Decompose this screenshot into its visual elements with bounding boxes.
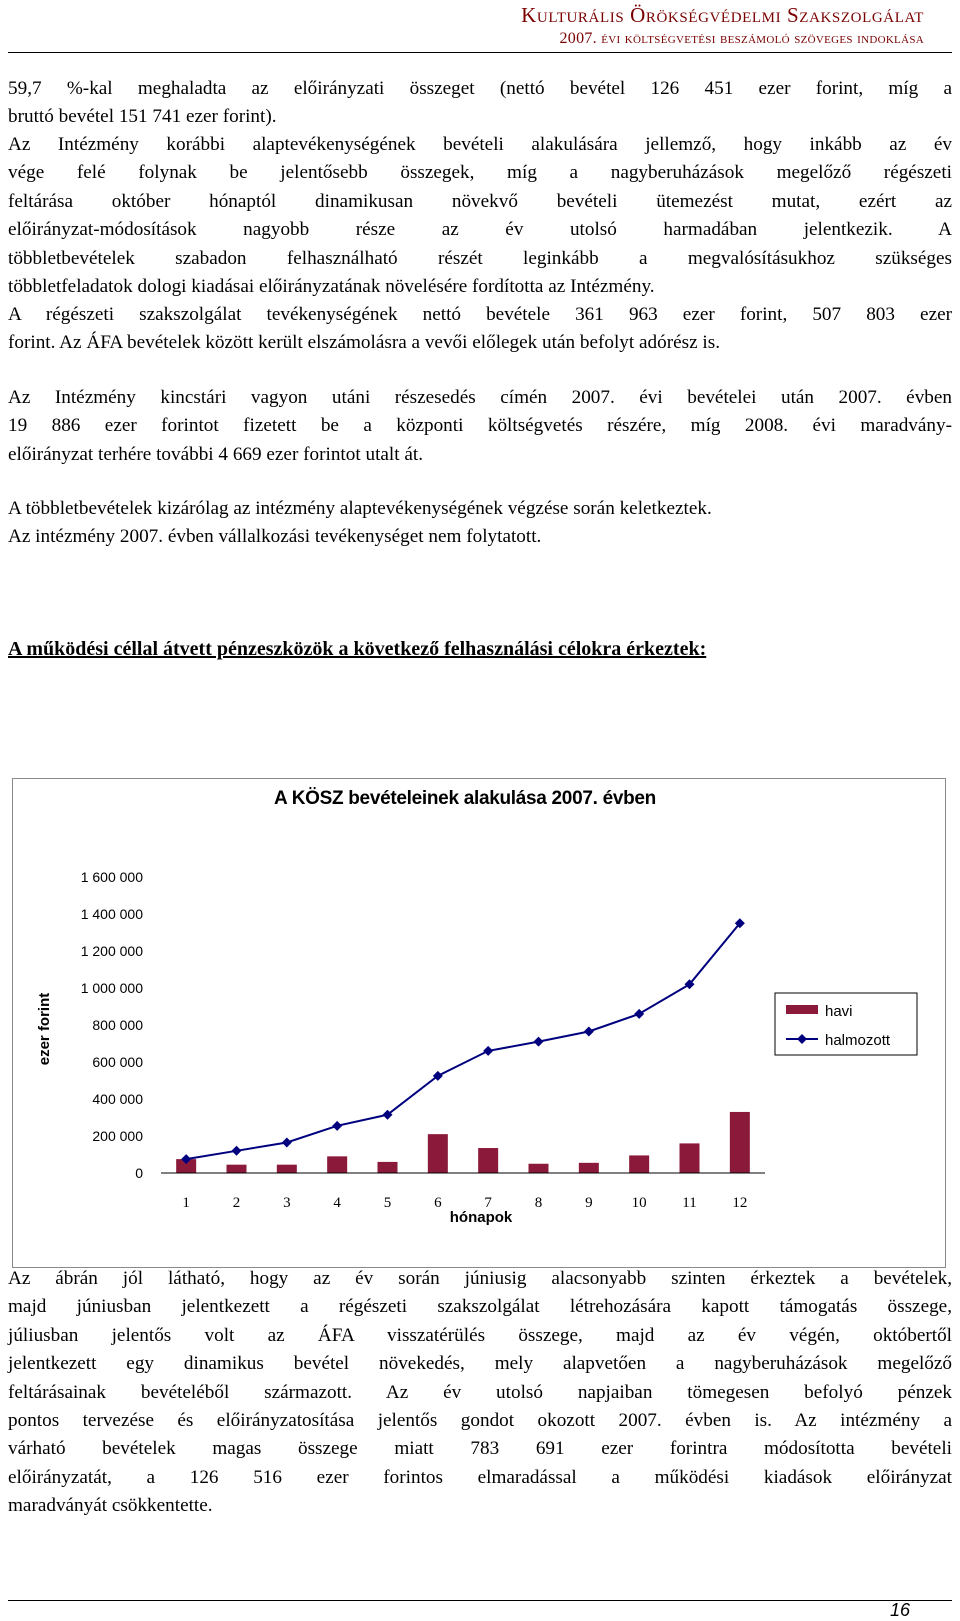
y-axis-label: ezer forint: [36, 992, 53, 1066]
paragraph-2: [8, 131, 952, 301]
y-tick-label: 800 000: [92, 1017, 143, 1033]
paragraph-6: [8, 1265, 952, 1521]
page-number: 16: [889, 1600, 910, 1620]
chart-svg: [13, 779, 945, 1267]
x-tick-label: 5: [383, 1195, 392, 1211]
y-tick-label: 1 400 000: [80, 906, 143, 922]
paragraph-1: [8, 75, 952, 132]
bar-havi-3: [277, 1165, 297, 1173]
y-tick-label: 1 000 000: [80, 980, 143, 996]
text-line: forint. Az ÁFA bevételek között került elszámolásra a vevői előlegek után befolyt adórész is.: [8, 332, 721, 354]
text-line: majd júniusban jelentkezett a régészeti szakszolgálat létrehozására kapott támogatás összege,: [8, 1296, 952, 1318]
text-line: maradványát csökkentette.: [8, 1495, 213, 1517]
marker-halmozott-8: [534, 1037, 544, 1047]
header-organization: Kulturális Örökségvédelmi Szakszolgálat: [521, 3, 924, 27]
bar-havi-10: [629, 1155, 649, 1173]
y-tick-label: 200 000: [92, 1128, 143, 1144]
bar-havi-4: [327, 1156, 347, 1173]
text-line: A többletbevételek kizárólag az intézmény alaptevékenységének végzése során keletkeztek.: [8, 498, 712, 519]
revenue-chart: [12, 778, 946, 1268]
bar-havi-11: [680, 1143, 700, 1173]
text-line: előirányzatát, a 126 516 ezer forintos elmaradással a működési kiadások előirányzat: [8, 1466, 952, 1488]
paragraph-4: [8, 384, 952, 469]
x-tick-label: 9: [585, 1195, 593, 1211]
text-line: előirányzat terhére további 4 669 ezer forintot utalt át.: [8, 443, 424, 465]
text-line: jelentkezett egy dinamikus bevétel növekedés, mely alapvetően a nagyberuházások megelőző: [8, 1353, 952, 1375]
legend-swatch-havi: [786, 1005, 818, 1014]
chart-title: A KÖSZ bevételeinek alakulása 2007. évben: [274, 787, 656, 809]
text-line: feltárásainak bevételéből származott. Az év utolsó napjaiban tömegesen befolyó pénzek: [8, 1381, 952, 1403]
bar-havi-5: [378, 1162, 398, 1173]
text-line: többletfeladatok dologi kiadásai előirányzatának növelésére fordította az Intézmény.: [8, 276, 655, 298]
y-tick-label: 1 200 000: [80, 943, 143, 959]
paragraph-5: [8, 495, 952, 552]
text-line: Az Intézmény korábbi alaptevékenységének bevételi alakulására jellemző, hogy inkább az év: [8, 134, 952, 155]
section-title: A működési céllal átvett pénzeszközök a következő felhasználási célokra érkeztek:: [8, 638, 707, 660]
x-tick-label: 11: [682, 1195, 697, 1211]
bar-havi-7: [478, 1148, 498, 1173]
marker-halmozott-7: [483, 1046, 493, 1056]
marker-halmozott-9: [584, 1026, 594, 1036]
header-document-title: 2007. évi költségvetési beszámoló szöveges indoklása: [559, 30, 924, 47]
text-line: A régészeti szakszolgálat tevékenységének nettó bevétele 361 963 ezer forint, 507 803 ezer: [8, 304, 952, 325]
x-tick-label: 7: [484, 1195, 492, 1211]
line-markers-halmozott: [181, 918, 745, 1164]
marker-halmozott-10: [634, 1009, 644, 1019]
text-line: vége felé folynak be jelentősebb összegek, míg a nagyberuházások megelőző régészeti: [8, 162, 952, 184]
footer-rule: [8, 1600, 952, 1601]
y-tick-label: 400 000: [92, 1091, 143, 1107]
text-line: pontos tervezése és előirányzatosítása jelentős gondot okozott 2007. évben is. Az intézmény a: [8, 1410, 952, 1432]
text-line: Az Intézmény kincstári vagyon utáni részesedés címén 2007. évi bevételei után 2007. évben: [8, 387, 952, 408]
legend-label-havi: havi: [825, 1003, 853, 1020]
x-tick-label: 6: [434, 1195, 442, 1211]
text-line: bruttó bevétel 151 741 ezer forint).: [8, 106, 277, 128]
y-axis-ticks: [81, 869, 144, 1181]
text-line: júliusban jelentős volt az ÁFA visszatérülés összege, majd az év végén, októbertől: [8, 1324, 952, 1346]
paragraph-3: [8, 301, 952, 358]
x-tick-label: 2: [232, 1195, 241, 1211]
x-tick-label: 3: [283, 1195, 291, 1211]
line-series-halmozott: [186, 923, 740, 1159]
bar-havi-12: [730, 1112, 750, 1173]
bar-series-havi: [176, 1112, 750, 1173]
page-header: [521, 2, 924, 50]
text-line: 19 886 ezer forintot fizetett be a központi költségvetés részére, míg 2008. évi maradvány-: [8, 415, 952, 437]
marker-halmozott-4: [332, 1121, 342, 1131]
bar-havi-9: [579, 1163, 599, 1173]
y-tick-label: 1 600 000: [80, 869, 143, 885]
x-axis-label: hónapok: [449, 1209, 513, 1226]
y-tick-label: 0: [135, 1165, 143, 1181]
x-tick-label: 12: [732, 1195, 748, 1211]
text-line: többletbevételek szabadon felhasználható részét leginkább a megvalósításukhoz szükséges: [8, 247, 952, 269]
x-tick-label: 10: [631, 1195, 647, 1211]
text-line: Az intézmény 2007. évben vállalkozási tevékenységet nem folytatott.: [8, 526, 542, 548]
x-tick-label: 1: [182, 1195, 190, 1211]
text-line: várható bevételek magas összege miatt 783 691 ezer forintra módosította bevételi: [8, 1438, 952, 1460]
x-tick-label: 4: [333, 1195, 341, 1211]
bar-havi-2: [227, 1165, 247, 1173]
header-rule: [8, 52, 952, 53]
text-line: 59,7 %-kal meghaladta az előirányzati összeget (nettó bevétel 126 451 ezer forint, míg a: [8, 78, 952, 99]
bar-havi-6: [428, 1134, 448, 1173]
text-line: előirányzat-módosítások nagyobb része az év utolsó harmadában jelentkezik. A: [8, 219, 952, 241]
marker-halmozott-3: [282, 1137, 292, 1147]
marker-halmozott-2: [232, 1146, 242, 1156]
y-tick-label: 600 000: [92, 1054, 143, 1070]
x-tick-label: 8: [534, 1195, 543, 1211]
bar-havi-8: [529, 1164, 549, 1173]
text-line: Az ábrán jól látható, hogy az év során júniusig alacsonyabb szinten érkeztek a bevételek,: [8, 1268, 952, 1289]
text-line: feltárása október hónaptól dinamikusan növekvő bevételi ütemezést mutat, ezért az: [8, 190, 952, 212]
legend-label-halmozott: halmozott: [825, 1032, 891, 1049]
chart-legend: [775, 993, 917, 1055]
